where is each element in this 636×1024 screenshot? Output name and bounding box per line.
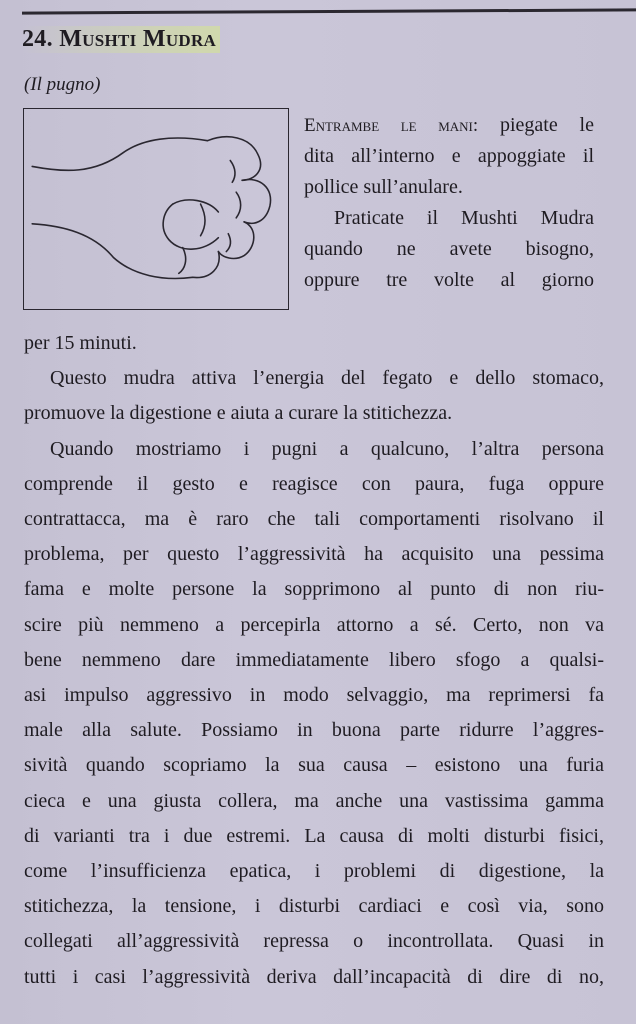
body-line: bene nemmeno dare immediatamente libero sfogo a qualsi- [24,648,604,671]
body-text [24,326,604,995]
body-line: promuove la digestione e aiuta a curare la stitichezza. [24,402,453,425]
body-line: problema, per questo l’aggressività ha acquisito una pessima [24,543,604,566]
fist-icon [24,109,288,309]
side-line-4: Praticate il Mushti Mudra [334,207,594,229]
body-line: per 15 minuti. [24,332,137,354]
side-paragraph [304,110,594,296]
body-line: come l’insufficienza epatica, i problemi di digestione, la [24,860,604,883]
body-line: sività quando scopriamo la sua causa – esistono una furia [24,754,604,777]
side-line-1: Entrambe le mani: piegate le [304,114,594,136]
body-line: tutti i casi l’aggressività deriva dall’incapacità di dire di no, [24,965,604,988]
body-line: asi impulso aggressivo in modo selvaggio, ma reprimersi fa [24,684,604,707]
side-line-6: oppure tre volte al giorno [304,269,594,291]
body-line: collegati all’aggressività repressa o incontrollata. Quasi in [24,930,604,953]
body-line: stitichezza, la tensione, i disturbi cardiaci e così via, sono [24,895,604,918]
body-line: male alla salute. Possiamo in buona parte ridurre l’aggres- [24,719,604,742]
body-line: cieca e una giusta collera, ma anche una vastissima gamma [24,789,604,812]
side-line-lead: Entrambe le mani: [304,115,479,136]
body-line: Questo mudra attiva l’energia del fegato e dello stomaco, [50,367,604,390]
body-line: comprende il gesto e reagisce con paura, fuga oppure [24,472,604,495]
body-line: scire più nemmeno a percepirla attorno a sé. Certo, non va [24,613,604,636]
body-line: contrattacca, ma è raro che tali comportamenti risolvano il [24,508,604,531]
fist-illustration [23,108,289,310]
body-line: di varianti tra i due estremi. La causa di molti disturbi fisici, [24,824,604,847]
section-subtitle: (Il pugno) [24,74,101,95]
side-line-2: dita all’interno e appoggiate il [304,145,594,167]
section-title: 24. Mushti Mudra [22,26,220,53]
body-line: Quando mostriamo i pugni a qualcuno, l’altra persona [50,437,604,460]
side-line-5: quando ne avete bisogno, [304,238,594,260]
side-line-3: pollice sull’anulare. [304,176,463,198]
top-rule [22,8,636,14]
body-line: fama e molte persone la sopprimono al punto di non riu- [24,578,604,601]
